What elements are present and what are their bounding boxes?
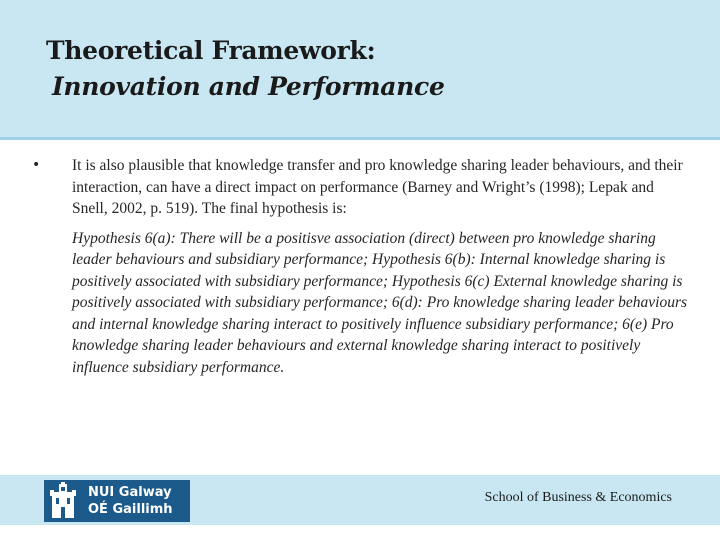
bullet-item bbox=[30, 155, 690, 220]
logo-text-irish: OÉ Gaillimh bbox=[88, 502, 173, 517]
logo-text-english: NUI Galway bbox=[88, 485, 172, 500]
slide-title-line1: Theoretical Framework: bbox=[46, 36, 376, 65]
body-paragraph: It is also plausible that knowledge transfer and pro knowledge sharing leader behaviours, and their interaction, can have a direct impact on performance (Barney and Wright’s (1998); Lepak and Snell, 2002, p. 519). The final hypothesis is: bbox=[72, 157, 683, 217]
crest-icon bbox=[44, 480, 82, 522]
slide-title-line2: Innovation and Performance bbox=[52, 72, 445, 101]
nui-galway-logo bbox=[44, 480, 190, 522]
logo-text bbox=[82, 484, 173, 518]
slide-footer bbox=[0, 475, 720, 525]
slide-body bbox=[30, 155, 690, 378]
school-name: School of Business & Economics bbox=[484, 490, 672, 505]
slide-header bbox=[0, 0, 720, 140]
hypothesis-text: Hypothesis 6(a): There will be a positisve association (direct) between pro knowledge sharing leader behaviours and subsidiary performance; Hypothesis 6(b): Internal knowledge sharing is positively associated with subsidiary performance; Hypothesis 6(c) External knowledge sharing is positively associated with subsidiary performance; 6(d): Pro knowledge sharing leader behaviours and internal knowledge sharing interact to positively influence subsidiary performance; 6(e) Pro knowledge sharing leader behaviours and external knowledge sharing interact to positively influence subsidiary performance. bbox=[72, 229, 688, 376]
bullet-marker: • bbox=[32, 157, 41, 173]
